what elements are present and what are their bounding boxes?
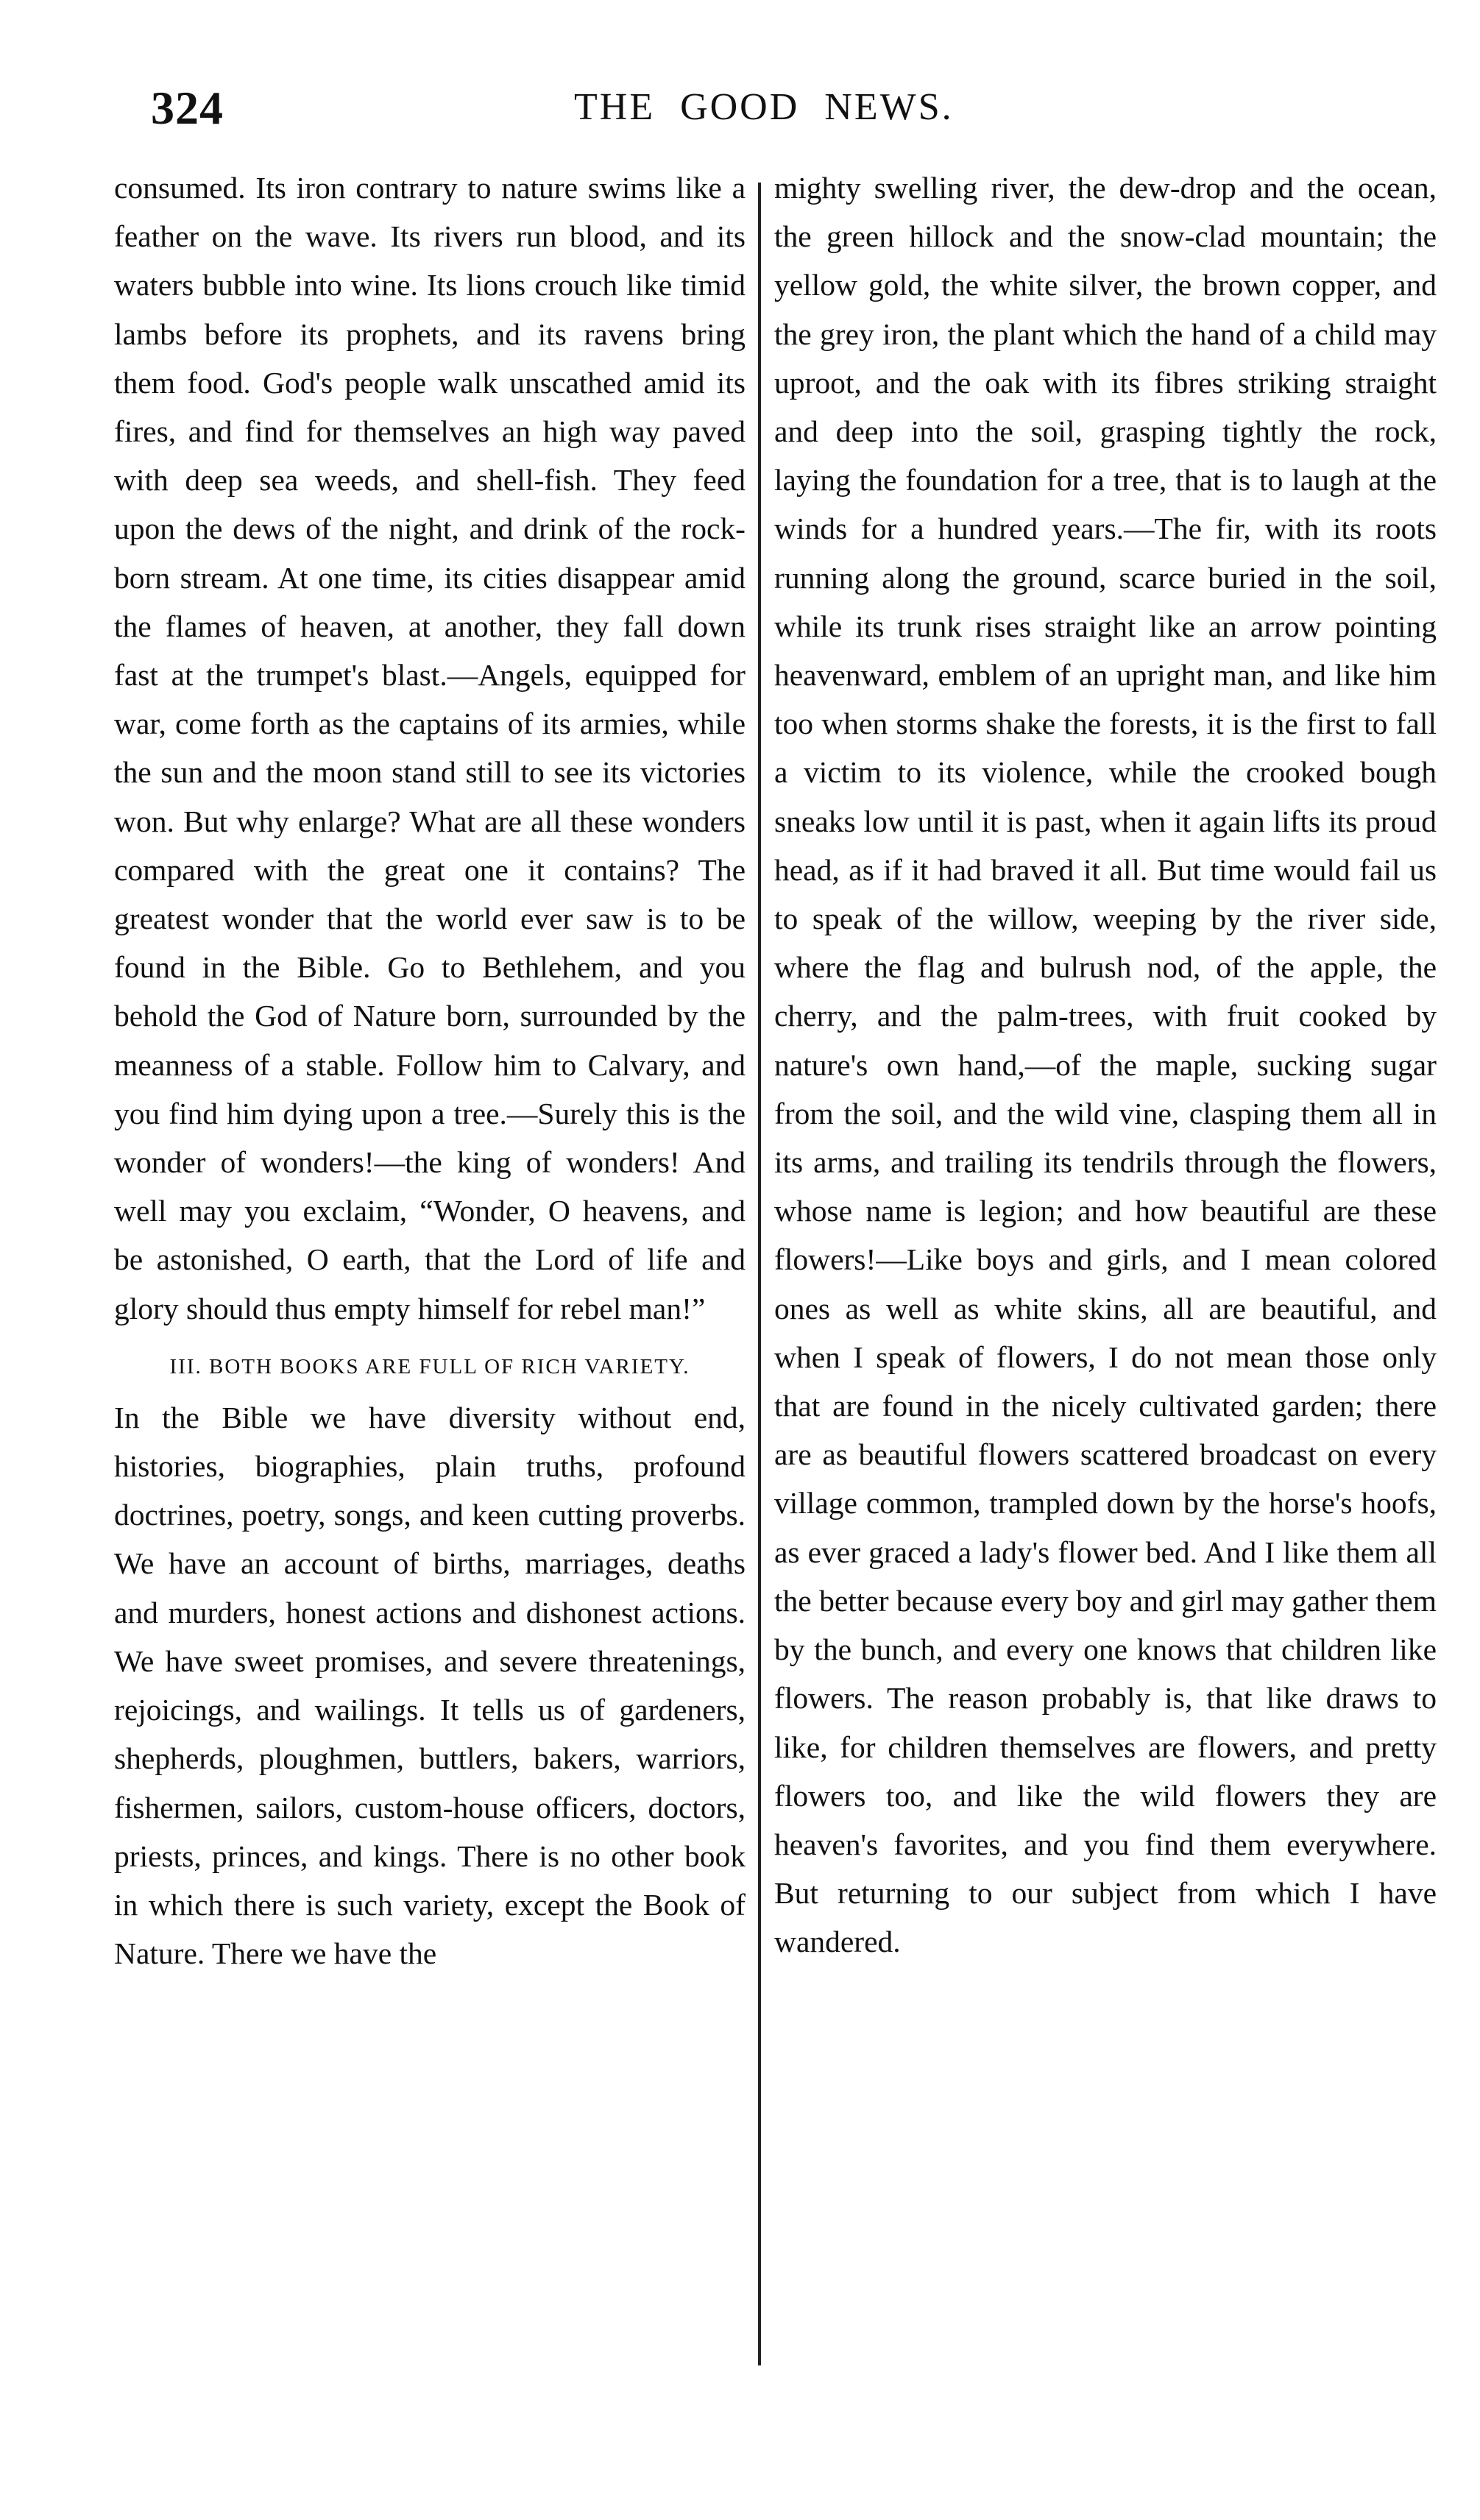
column-divider <box>758 183 761 2365</box>
left-paragraph-1: consumed. Its iron contrary to nature swims like a feather on the wave. Its rivers run blood, and its waters bubble into wine. Its lions crouch like timid lambs before its prophets, and its ravens bring them food. God's people walk unscathed amid its fires, and find for themselves an high way paved with deep sea weeds, and shell-fish. They feed upon the dews of the night, and drink of the rock-born stream. At one time, its cities disappear amid the flames of heaven, at another, they fall down fast at the trumpet's blast.—Angels, equipped for war, come forth as the captains of its armies, while the sun and the moon stand still to see its victories won. But why enlarge? What are all these wonders compared with the great one it contains? The greatest wonder that the world ever saw is to be found in the Bible. Go to Bethlehem, and you behold the God of Nature born, surrounded by the meanness of a stable. Follow him to Calvary, and you find him dying upon a tree.—Surely this is the wonder of wonders!—the king of wonders! And well may you exclaim, “Wonder, O heavens, and be astonished, O earth, that the Lord of life and glory should thus empty himself for rebel man!” <box>114 171 746 1326</box>
right-column <box>774 163 1437 1967</box>
page-header <box>0 81 1480 147</box>
right-paragraph-1: mighty swelling river, the dew-drop and the ocean, the green hillock and the snow-clad mountain; the yellow gold, the white silver, the brown copper, and the grey iron, the plant which the hand of a child may uproot, and the oak with its fibres striking straight and deep into the soil, grasping tightly the rock, laying the foundation for a tree, that is to laugh at the winds for a hundred years.—The fir, with its roots running along the ground, scarce buried in the soil, while its trunk rises straight like an arrow pointing heavenward, emblem of an upright man, and like him too when storms shake the forests, it is the first to fall a victim to its violence, while the crooked bough sneaks low until it is past, when it again lifts its proud head, as if it had braved it all. But time would fail us to speak of the willow, weeping by the river side, where the flag and bulrush nod, of the apple, the cherry, and the palm-trees, with fruit cooked by nature's own hand,—of the maple, sucking sugar from the soil, and the wild vine, clasping them all in its arms, and trailing its tendrils through the flowers, whose name is legion; and how beautiful are these flowers!—Like boys and girls, and I mean colored ones as well as white skins, all are beautiful, and when I speak of flowers, I do not mean those only that are found in the nicely cultivated garden; there are as beautiful flowers scattered broadcast on every village common, trampled down by the horse's hoofs, as ever graced a lady's flower bed. And I like them all the better because every boy and girl may gather them by the bunch, and every one knows that children like flowers. The reason probably is, that like draws to like, for children themselves are flowers, and pretty flowers too, and like the wild flowers they are heaven's favorites, and you find them everywhere. But returning to our subject from which I have wandered. <box>774 171 1437 1959</box>
left-paragraph-2: In the Bible we have diversity without end, histories, biographies, plain truths, profound doctrines, poetry, songs, and keen cutting proverbs. We have an account of births, marriages, deaths and murders, honest actions and dishonest actions. We have sweet promises, and severe threatenings, rejoicings, and wailings. It tells us of gardeners, shepherds, ploughmen, buttlers, bakers, warriors, fishermen, sailors, custom-house officers, doctors, priests, princes, and kings. There is no other book in which there is such variety, except the Book of Nature. There we have the <box>114 1400 746 1971</box>
page-number: 324 <box>151 82 224 134</box>
left-column <box>114 163 746 1978</box>
running-title: THE GOOD NEWS. <box>574 86 954 128</box>
section-heading: III. BOTH BOOKS ARE FULL OF RICH VARIETY. <box>169 1354 690 1378</box>
